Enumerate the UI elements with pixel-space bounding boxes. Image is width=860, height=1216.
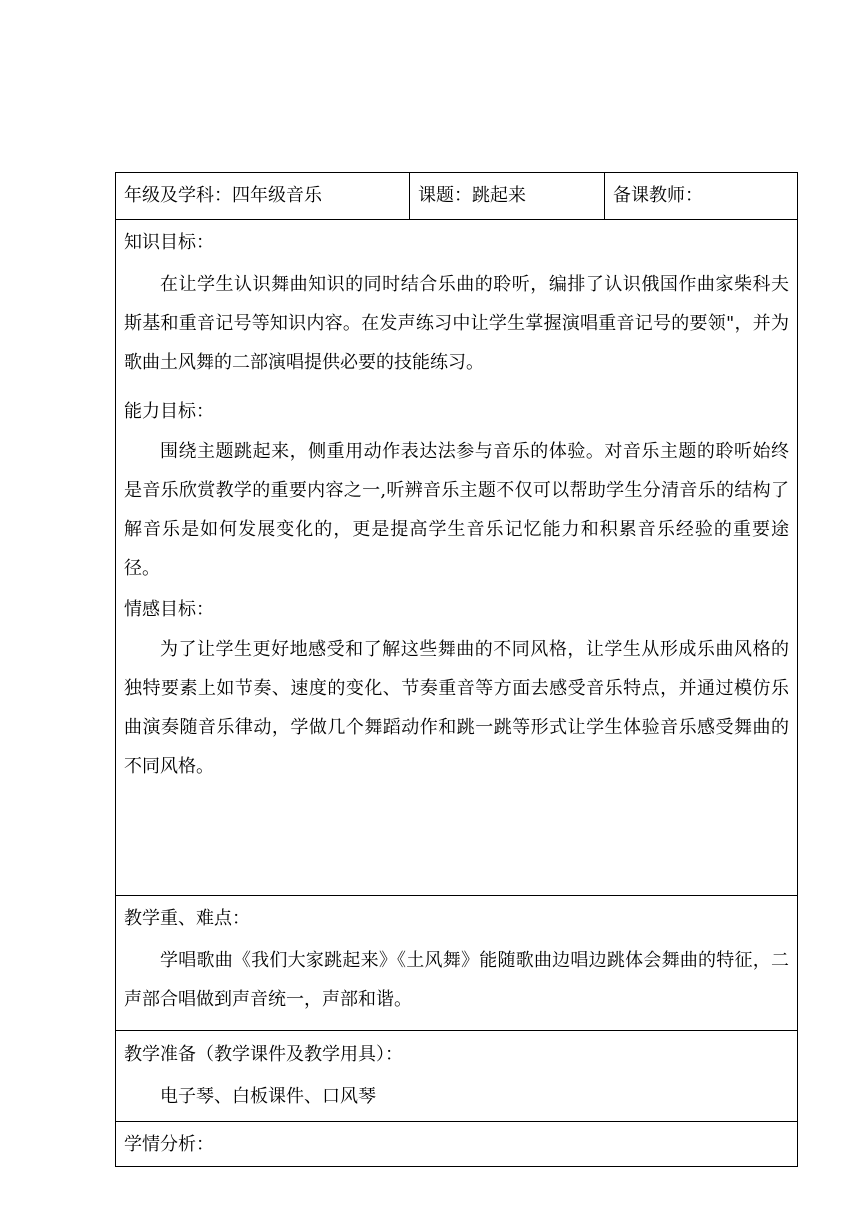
analysis-section [116, 1122, 797, 1166]
teacher-cell: 备课教师： [613, 185, 703, 206]
preparation-label: 教学准备（教学课件及教学用具）： [124, 1044, 403, 1065]
knowledge-goal-label: 知识目标： [124, 232, 214, 253]
topic-cell: 课题：跳起来 [410, 173, 605, 219]
emotion-goal-text: 为了让学生更好地感受和了解这些舞曲的不同风格，让学生从形成乐曲风格的独特要素上如节奏、速度的变化、节奏重音等方面去感受音乐特点，并通过模仿乐曲演奏随音乐律动，学做几个舞蹈动作和跳一跳等形式让学生体验音乐感受舞曲的不同风格。 [124, 639, 789, 777]
lesson-plan-table [115, 172, 798, 1167]
analysis-label: 学情分析： [124, 1134, 214, 1155]
goals-section [116, 220, 797, 896]
preparation-section [116, 1031, 797, 1122]
grade-subject-cell: 年级及学科：四年级音乐 [116, 173, 410, 219]
ability-goal-label: 能力目标： [124, 401, 214, 422]
key-points-section [116, 896, 797, 1031]
emotion-goal-label: 情感目标： [124, 599, 214, 620]
header-row [116, 173, 797, 220]
preparation-text: 电子琴、白板课件、口风琴 [160, 1086, 376, 1107]
ability-goal-text: 围绕主题跳起来，侧重用动作表达法参与音乐的体验。对音乐主题的聆听始终是音乐欣赏教学的重要内容之一,听辨音乐主题不仅可以帮助学生分清音乐的结构了解音乐是如何发展变化的，更是提高学生音乐记忆能力和积累音乐经验的重要途径。 [124, 441, 789, 579]
knowledge-goal-text: 在让学生认识舞曲知识的同时结合乐曲的聆听，编排了认识俄国作曲家柴科夫斯基和重音记号等知识内容。在发声练习中让学生掌握演唱重音记号的要领"，并为歌曲土风舞的二部演唱提供必要的技能练习。 [124, 274, 789, 373]
key-points-text: 学唱歌曲《我们大家跳起来》《土风舞》能随歌曲边唱边跳体会舞曲的特征，二声部合唱做到声音统一，声部和谐。 [124, 950, 789, 1010]
key-points-label: 教学重、难点： [124, 908, 250, 929]
